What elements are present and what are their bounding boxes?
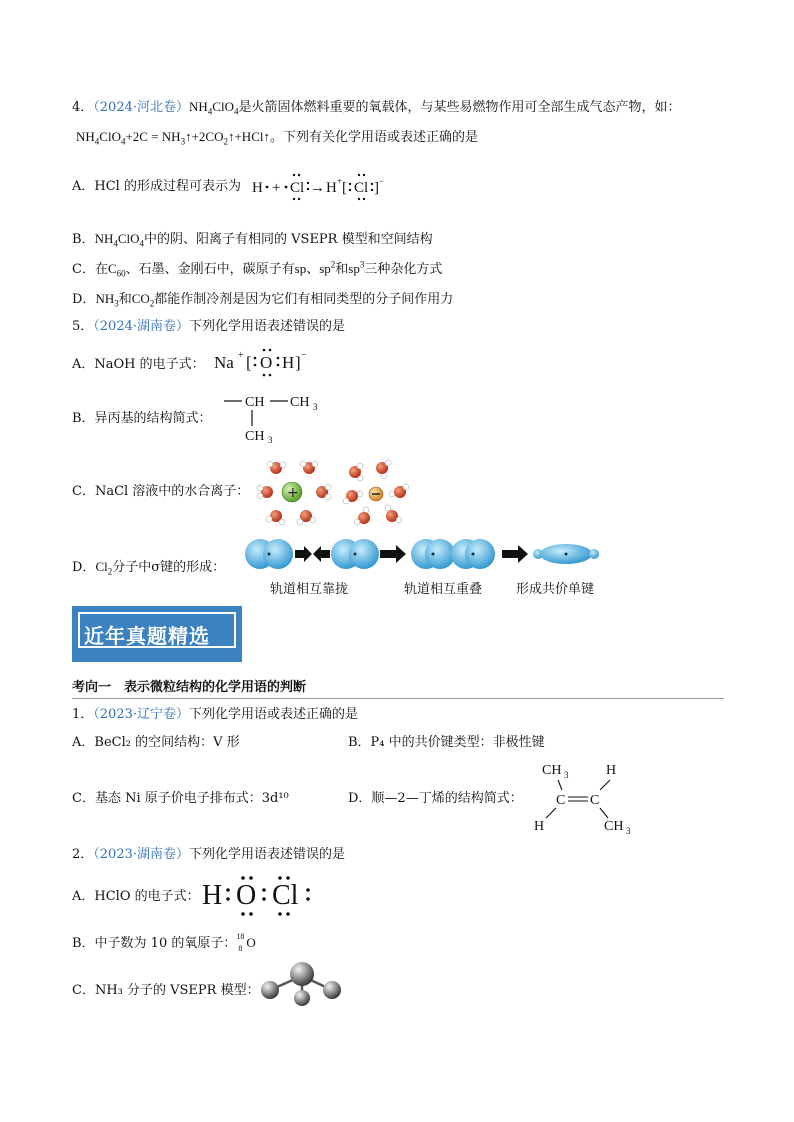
svg-text:O: O xyxy=(236,880,257,911)
svg-text:C: C xyxy=(590,793,600,808)
svg-text:]: ] xyxy=(374,180,379,196)
svg-text:3: 3 xyxy=(626,826,631,836)
caption-overlap: 轨道相互重叠 xyxy=(404,582,483,597)
svg-text:−: − xyxy=(301,350,307,361)
q4-option-d: D．$NH_3$和$CO_2$都能作制冷剂是因为它们有相同类型的分子间作用力 xyxy=(72,291,454,309)
q1-source: （2023·辽宁卷） xyxy=(93,707,189,722)
hcl-formation-diagram xyxy=(250,168,400,206)
q2-option-b: B．中子数为 10 的氧原子： 18 8 O xyxy=(72,932,256,953)
q5-option-c: C．NaCl 溶液中的水合离子： xyxy=(72,484,250,499)
hydrated-chloride-ion xyxy=(343,460,409,525)
q1-option-b: B．P₄ 中的共价键类型：非极性键 xyxy=(348,735,545,750)
q2-source: （2023·湖南卷） xyxy=(93,847,189,862)
hydrated-sodium-ion xyxy=(257,461,331,525)
section-heading: 考向一 表示微粒结构的化学用语的判断 xyxy=(72,680,307,695)
svg-text:+: + xyxy=(287,485,299,501)
q4-source: （2024·河北卷） xyxy=(93,100,189,115)
svg-text:−: − xyxy=(379,176,385,186)
hydrated-ions-diagram xyxy=(254,456,414,528)
oxygen-18-isotope: 18 8 O xyxy=(236,932,256,953)
svg-text:3: 3 xyxy=(268,435,273,444)
svg-text:3: 3 xyxy=(313,402,318,412)
svg-text:H: H xyxy=(326,180,337,196)
svg-text:O: O xyxy=(260,353,273,372)
svg-text:CH: CH xyxy=(290,395,310,410)
svg-text:+: + xyxy=(272,180,281,196)
svg-text:Na: Na xyxy=(214,353,234,372)
svg-text:+: + xyxy=(238,350,244,361)
q4-option-a: A．HCl 的形成过程可表示为 xyxy=(72,179,241,194)
q5-source: （2024·湖南卷） xyxy=(93,319,189,334)
svg-text:CH: CH xyxy=(245,429,265,444)
section-banner xyxy=(72,606,242,662)
q4-stem-line1: 4．（2024·河北卷）$NH_4ClO_4$是火箭固体燃料重要的氧载体，与某些易燃物作用可全部生成气态产物，如： xyxy=(72,99,681,117)
svg-text:Cl: Cl xyxy=(290,180,305,196)
q1-option-c: C．基态 Ni 原子价电子排布式：3d¹⁰ xyxy=(72,791,289,806)
svg-text:H: H xyxy=(606,763,617,778)
svg-text:→: → xyxy=(310,180,325,196)
q1-option-a: A．BeCl₂ 的空间结构：V 形 xyxy=(72,735,240,750)
cis-2-butene-structure xyxy=(528,756,638,836)
q2-stem: 2．（2023·湖南卷）下列化学用语表述错误的是 xyxy=(72,847,346,862)
q4-formula: $NH_4ClO_4$ xyxy=(189,99,239,117)
q2-option-c: C．NH₃ 分子的 VSEPR 模型： xyxy=(72,983,260,998)
svg-text:CH: CH xyxy=(542,763,562,778)
q5-stem: 5．（2024·湖南卷）下列化学用语表述错误的是 xyxy=(72,319,346,334)
q4-option-b: B．$NH_4ClO_4$中的阴、阳离子有相同的 VSEPR 模型和空间结构 xyxy=(72,231,433,249)
svg-text:Cl: Cl xyxy=(354,180,369,196)
hclo-electron-formula xyxy=(200,870,330,920)
isopropyl-structure xyxy=(222,388,332,444)
svg-text:CH: CH xyxy=(604,819,624,834)
svg-text:CH: CH xyxy=(245,395,265,410)
svg-text:3: 3 xyxy=(564,770,569,780)
sigma-bond-formation-diagram xyxy=(240,536,610,572)
section-divider xyxy=(72,698,724,699)
caption-approach: 轨道相互靠拢 xyxy=(270,582,349,597)
q5-option-b: B．异丙基的结构简式： xyxy=(72,411,212,426)
svg-text:H: H xyxy=(202,880,223,911)
banner-title: 近年真题精选 xyxy=(84,624,210,648)
caption-single-bond: 形成共价单键 xyxy=(516,582,595,597)
q5-option-a: A．NaOH 的电子式： xyxy=(72,357,205,372)
q4-option-c: C．在$C_{60}$、石墨、金刚石中，碳原子有sp、$sp^2$和$sp^3$三种杂化方式 xyxy=(72,259,443,279)
svg-text:]: ] xyxy=(295,353,301,372)
svg-text:H: H xyxy=(534,819,545,834)
svg-text:H: H xyxy=(282,353,295,372)
svg-text:[: [ xyxy=(246,353,252,372)
q5-option-d: D．$Cl_2$分子中σ键的形成： xyxy=(72,559,226,577)
q4-equation: $NH_4ClO_4+2C$ = $NH_3↑+2CO_2↑+HCl↑$。下列有关化学用语或表述正确的是 xyxy=(76,129,478,147)
q1-option-d: D．顺—2—丁烯的结构简式： xyxy=(348,791,523,806)
svg-text:+: + xyxy=(337,176,343,186)
nh3-vsepr-model xyxy=(256,958,348,1006)
q1-stem: 1．（2023·辽宁卷）下列化学用语或表述正确的是 xyxy=(72,707,359,722)
svg-text:H: H xyxy=(252,180,263,196)
naoh-electron-formula xyxy=(212,344,322,380)
svg-text:Cl: Cl xyxy=(272,880,299,911)
q2-option-a: A．HClO 的电子式： xyxy=(72,889,200,904)
svg-text:[: [ xyxy=(342,180,347,196)
svg-text:C: C xyxy=(556,793,566,808)
